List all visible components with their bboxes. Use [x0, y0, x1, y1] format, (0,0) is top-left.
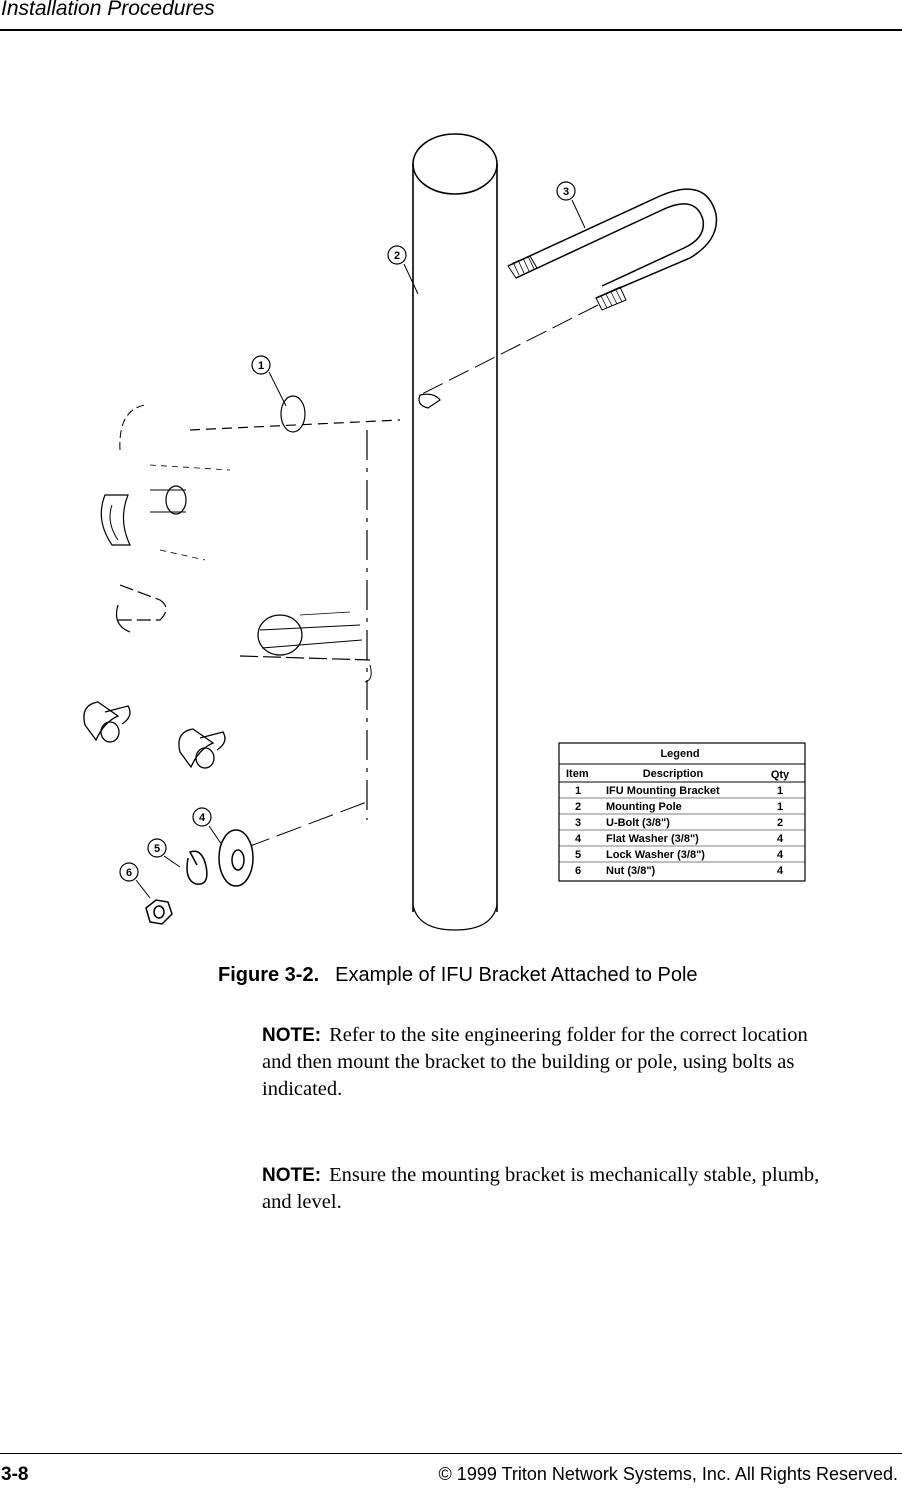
- ifu-bracket-drawing: [101, 394, 440, 848]
- legend-row-4-item: 4: [574, 833, 582, 845]
- legend-row-1-qty: 1: [776, 785, 784, 797]
- legend-header-description: Description: [642, 768, 704, 780]
- footer-copyright: © 1999 Triton Network Systems, Inc. All Rights Reserved.: [438, 1464, 898, 1484]
- callout-6: 6: [125, 867, 133, 879]
- legend-row-5-description: Lock Washer (3/8"): [606, 849, 705, 861]
- figure-caption-number: Figure 3-2.: [218, 964, 320, 986]
- bolt-heads-drawing: [84, 702, 225, 768]
- page-header-title: Installation Procedures: [1, 0, 215, 20]
- legend-header-qty: Qty: [770, 769, 790, 781]
- exploded-view-figure: [0, 60, 902, 940]
- note-1: [262, 1022, 842, 1103]
- callout-leaders: [136, 200, 585, 898]
- legend-row-3-description: U-Bolt (3/8"): [606, 817, 670, 829]
- legend-header-item: Item: [566, 768, 589, 780]
- note-2-text: Ensure the mounting bracket is mechanically stable, plumb, and level.: [262, 1164, 820, 1213]
- legend-row-4-description: Flat Washer (3/8"): [606, 833, 699, 845]
- header-rule: [0, 29, 902, 31]
- legend-row-2-item: 2: [574, 801, 582, 813]
- legend-row-1-description: IFU Mounting Bracket: [606, 785, 720, 797]
- callout-3: 3: [562, 186, 570, 198]
- legend-title: Legend: [660, 748, 700, 760]
- legend-row-2-description: Mounting Pole: [606, 801, 682, 813]
- legend-row-6-qty: 4: [776, 865, 784, 877]
- note-2-lead: NOTE:: [262, 1165, 322, 1186]
- mounting-pole-drawing: [413, 134, 497, 930]
- footer-page-number: 3-8: [1, 1464, 29, 1485]
- figure-caption: [218, 964, 698, 987]
- u-bolt-drawing: [420, 189, 716, 395]
- legend-table: [559, 743, 805, 881]
- legend-row-4-qty: 4: [776, 833, 784, 845]
- legend-row-3-qty: 2: [776, 817, 784, 829]
- callout-1: 1: [257, 360, 265, 372]
- callout-2: 2: [393, 250, 401, 262]
- note-2: [262, 1162, 842, 1216]
- callout-5: 5: [153, 843, 161, 855]
- callout-circles: [120, 182, 575, 881]
- legend-row-1-item: 1: [574, 785, 582, 797]
- note-1-lead: NOTE:: [262, 1025, 322, 1046]
- footer-rule: [0, 1453, 902, 1454]
- figure-caption-text: Example of IFU Bracket Attached to Pole: [335, 964, 698, 986]
- note-1-text: Refer to the site engineering folder for the correct location and then mount the bracket to the building or pole, using bolts as indicated.: [262, 1024, 808, 1100]
- legend-row-2-qty: 1: [776, 801, 784, 813]
- legend-row-5-item: 5: [574, 849, 582, 861]
- legend-row-5-qty: 4: [776, 849, 784, 861]
- legend-row-6-item: 6: [574, 865, 582, 877]
- callout-4: 4: [198, 812, 206, 824]
- legend-row-3-item: 3: [574, 817, 582, 829]
- legend-row-6-description: Nut (3/8"): [606, 865, 656, 877]
